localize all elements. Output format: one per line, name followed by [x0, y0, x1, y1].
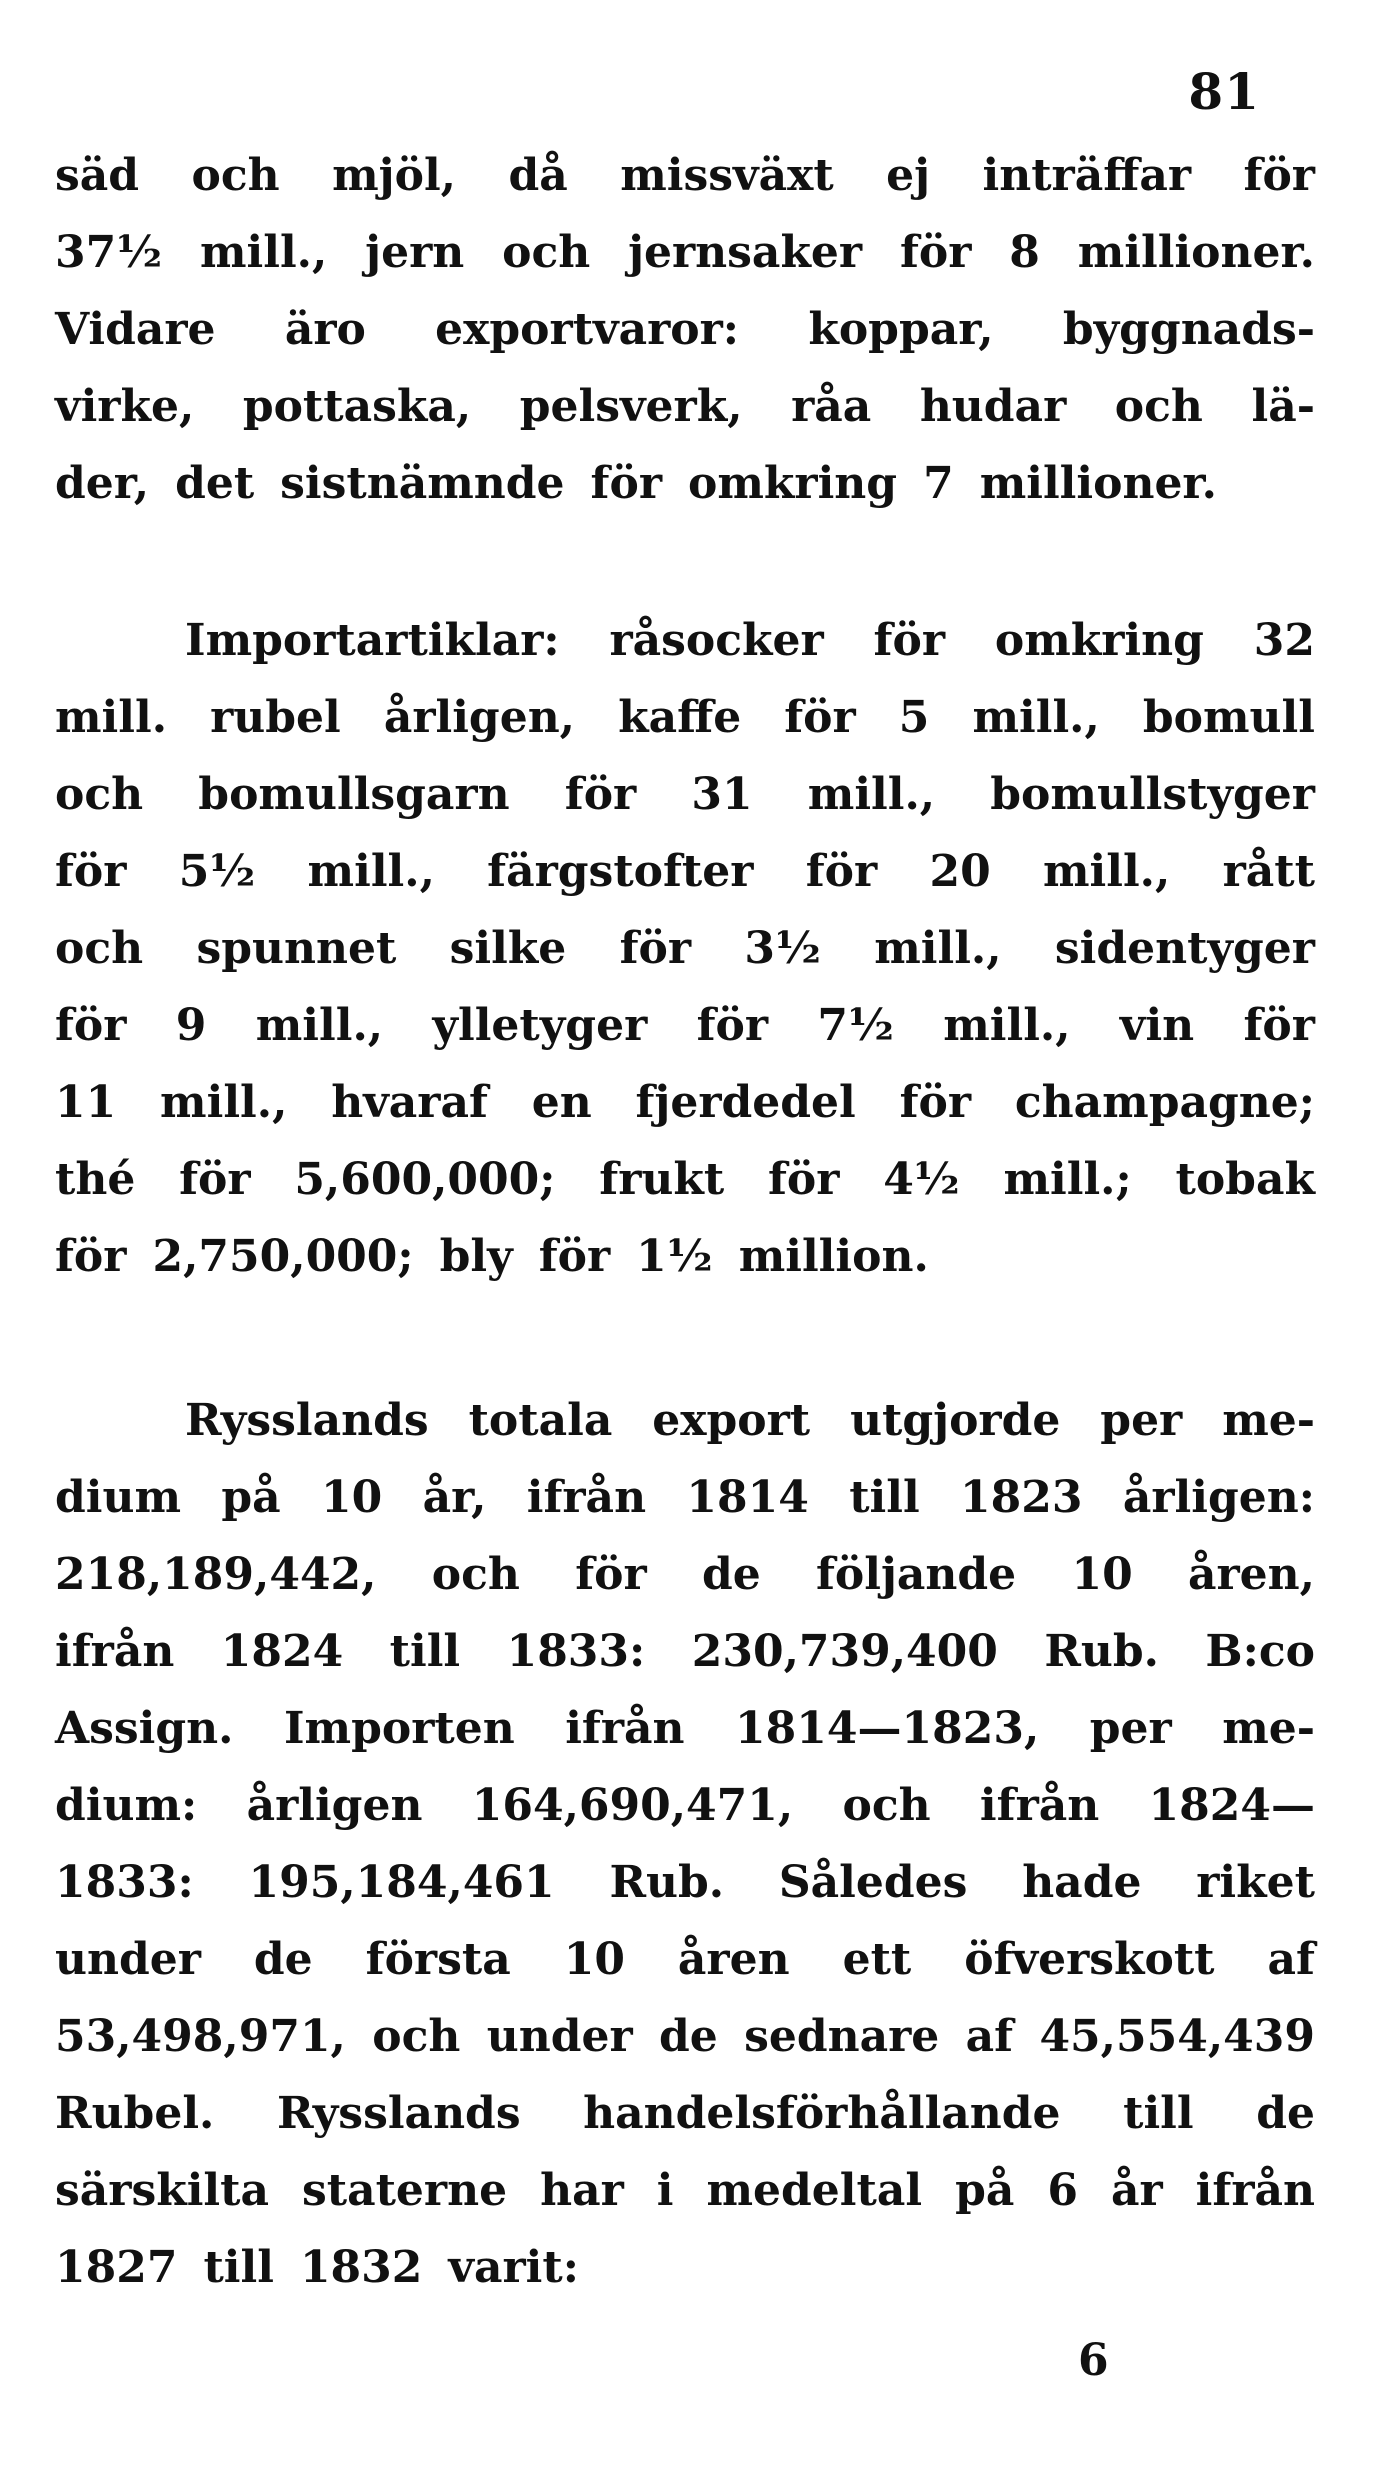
word: 10 [1071, 1549, 1133, 1600]
word: jernsaker [628, 227, 863, 278]
word: 1823 [960, 1472, 1083, 1523]
word: ylletyger [432, 1000, 648, 1051]
word: följande [816, 1549, 1017, 1600]
word: 10 [563, 1934, 625, 1985]
text-line [55, 1626, 1315, 1703]
word: för [873, 615, 946, 666]
word: för [619, 923, 692, 974]
word: ifrån [565, 1703, 685, 1754]
word: mjöl, [332, 150, 456, 201]
word: missväxt [620, 150, 834, 201]
word: årligen [246, 1780, 423, 1831]
word: per [1089, 1703, 1172, 1754]
word: för [575, 1549, 647, 1600]
word: för [784, 692, 856, 743]
word: Importartiklar: [185, 615, 560, 666]
word: exportvaror: [435, 304, 740, 355]
word: frukt [599, 1154, 725, 1205]
word: 1814—1823, [735, 1703, 1040, 1754]
word: 1½ [636, 1231, 713, 1282]
word: särskilta [55, 2165, 269, 2216]
word: Importen [283, 1703, 515, 1754]
word: Således [778, 1857, 968, 1908]
paragraph-exports [55, 150, 1315, 535]
text-line [55, 304, 1315, 381]
word: riket [1196, 1857, 1315, 1908]
word: och [55, 923, 144, 974]
word: öfverskott [964, 1934, 1215, 1985]
word: Rysslands [185, 1395, 429, 1446]
text-line [55, 1077, 1315, 1154]
word: dium: [55, 1780, 198, 1831]
word: Vidare [55, 304, 216, 355]
word: 1827 [55, 2242, 178, 2293]
text-line [55, 1154, 1315, 1231]
word: ifrån [979, 1780, 1100, 1831]
word: rubel [210, 692, 341, 743]
word: 2,750,000; [152, 1231, 414, 1282]
word: i [656, 2165, 674, 2216]
word: för [179, 1154, 251, 1205]
word: råa [791, 381, 872, 432]
word: för [590, 458, 663, 509]
word: hvaraf [331, 1077, 488, 1128]
word: 6 [1047, 2165, 1078, 2216]
word: mill.; [1003, 1154, 1132, 1205]
word: år, [422, 1472, 487, 1523]
word: bomullsgarn [198, 769, 510, 820]
word: till [203, 2242, 274, 2293]
word: mill., [874, 923, 1002, 974]
word: de [658, 2011, 718, 2062]
word: mill., [807, 769, 936, 820]
word: jern [365, 227, 465, 278]
text-line [55, 1549, 1315, 1626]
word: 164,690,471, [471, 1780, 794, 1831]
text-line [55, 1395, 1315, 1472]
word: 3½ [744, 923, 821, 974]
word: för [696, 1000, 769, 1051]
text-line [55, 923, 1315, 1000]
word: champagne; [1014, 1077, 1315, 1128]
word: åren [677, 1934, 790, 1985]
paragraph-imports [55, 615, 1315, 1308]
text-line [55, 458, 1315, 535]
word: medeltal [706, 2165, 923, 2216]
word: och [842, 1780, 931, 1831]
word: mill., [307, 846, 435, 897]
word: ej [886, 150, 931, 201]
word: lä- [1251, 381, 1315, 432]
word: handelsförhållande [583, 2088, 1061, 2139]
word: de [253, 1934, 313, 1985]
word: och [191, 150, 280, 201]
word: export [652, 1395, 811, 1446]
word: äro [284, 304, 366, 355]
word: för [899, 227, 972, 278]
word: mill., [160, 1077, 288, 1128]
word: årligen, [383, 692, 576, 743]
word: 5½ [178, 846, 256, 897]
word: millioner. [1077, 227, 1315, 278]
word: pelsverk, [519, 381, 743, 432]
word: för [767, 1154, 840, 1205]
word: mill. [55, 692, 168, 743]
word: sednare [744, 2011, 940, 2062]
word: sistnämnde [280, 458, 565, 509]
word: 4½ [883, 1154, 960, 1205]
word: 11 [55, 1077, 117, 1128]
word: 7 [923, 458, 954, 509]
word: år [1110, 2165, 1163, 2216]
word: bly [439, 1231, 513, 1282]
word: första [365, 1934, 511, 1985]
text-line [55, 381, 1315, 458]
word: på [221, 1472, 281, 1523]
word: ifrån [526, 1472, 647, 1523]
word: hudar [919, 381, 1067, 432]
word: thé [55, 1154, 136, 1205]
word: för [538, 1231, 611, 1282]
word: 5,600,000; [294, 1154, 556, 1205]
text-line [55, 227, 1315, 304]
text-line [55, 1000, 1315, 1077]
word: mill., [1042, 846, 1171, 897]
word: bomullstyger [990, 769, 1315, 820]
word: Rub. [609, 1857, 725, 1908]
word: 37½ [55, 227, 163, 278]
word: 5 [898, 692, 930, 743]
word: 8 [1009, 227, 1040, 278]
word: råsocker [609, 615, 824, 666]
word: Rub. [1044, 1626, 1159, 1677]
word: fjerdedel [635, 1077, 856, 1128]
text-line [55, 1703, 1315, 1780]
word: per [1100, 1395, 1183, 1446]
word: och [55, 769, 144, 820]
word: 7½ [817, 1000, 894, 1051]
word: säd [55, 150, 140, 201]
word: pottaska, [242, 381, 472, 432]
word: och [372, 2011, 461, 2062]
word: på [955, 2165, 1015, 2216]
word: och [502, 227, 591, 278]
word: bomull [1142, 692, 1315, 743]
word: för [55, 1231, 127, 1282]
word: omkring [688, 458, 898, 509]
word: 1824— [1148, 1780, 1315, 1831]
word: ifrån [1195, 2165, 1315, 2216]
word: 1814 [686, 1472, 809, 1523]
text-line [55, 1780, 1315, 1857]
word: virke, [55, 381, 195, 432]
word: dium [55, 1472, 182, 1523]
word: mill., [199, 227, 328, 278]
word: der, [55, 458, 150, 509]
text-line [55, 769, 1315, 846]
word: då [508, 150, 568, 201]
word: till [389, 1626, 461, 1677]
text-line [55, 1934, 1315, 2011]
word: till [849, 1472, 920, 1523]
word: rått [1222, 846, 1315, 897]
word: 1833: [506, 1626, 646, 1677]
text-line [55, 1857, 1315, 1934]
word: utgjorde [850, 1395, 1061, 1446]
text-line [55, 2011, 1315, 2088]
word: de [1256, 2088, 1315, 2139]
word: Rysslands [276, 2088, 521, 2139]
word: för [55, 846, 127, 897]
word: varit: [448, 2242, 579, 2293]
text-line [55, 150, 1315, 227]
word: och [431, 1549, 520, 1600]
word: silke [449, 923, 567, 974]
word: af [965, 2011, 1014, 2062]
word: färgstofter [487, 846, 754, 897]
word: me- [1222, 1703, 1315, 1754]
word: för [899, 1077, 972, 1128]
word: 20 [929, 846, 991, 897]
word: för [55, 1000, 127, 1051]
word: under [55, 1934, 201, 1985]
word: 53,498,971, [55, 2011, 346, 2062]
word: 230,739,400 [691, 1626, 998, 1677]
word: åren, [1187, 1549, 1315, 1600]
word: 31 [691, 769, 753, 820]
word: million. [738, 1231, 929, 1282]
word: för [1243, 1000, 1315, 1051]
word: har [540, 2165, 624, 2216]
text-line [55, 692, 1315, 769]
text-line [55, 615, 1315, 692]
word: sidentyger [1054, 923, 1315, 974]
word: 1833: [55, 1857, 194, 1908]
word: och [1114, 381, 1203, 432]
word: för [1243, 150, 1315, 201]
word: Assign. [55, 1703, 234, 1754]
text-line [55, 846, 1315, 923]
word: 1824 [220, 1626, 344, 1677]
word: hade [1022, 1857, 1142, 1908]
text-line [55, 2165, 1315, 2242]
word: mill., [943, 1000, 1071, 1051]
word: B:co [1205, 1626, 1315, 1677]
word: det [175, 458, 255, 509]
word: mill., [972, 692, 1100, 743]
word: 9 [175, 1000, 207, 1051]
word: mill., [255, 1000, 384, 1051]
word: staterne [301, 2165, 508, 2216]
word: af [1267, 1934, 1315, 1985]
page-number: 81 [1188, 62, 1260, 121]
text-line [55, 2242, 1315, 2319]
word: ifrån [55, 1626, 175, 1677]
word: till [1123, 2088, 1194, 2139]
word: spunnet [196, 923, 397, 974]
word: 45,554,439 [1039, 2011, 1315, 2062]
word: inträffar [982, 150, 1192, 201]
paragraph-trade-totals [55, 1395, 1315, 2319]
word: 218,189,442, [55, 1549, 377, 1600]
text-line [55, 1231, 1315, 1308]
word: totala [468, 1395, 613, 1446]
word: millioner. [979, 458, 1217, 509]
word: tobak [1175, 1154, 1315, 1205]
word: en [531, 1077, 592, 1128]
word: 195,184,461 [248, 1857, 555, 1908]
word: för [564, 769, 637, 820]
word: omkring [994, 615, 1204, 666]
word: 32 [1253, 615, 1315, 666]
word: vin [1119, 1000, 1195, 1051]
word: under [486, 2011, 633, 2062]
word: ett [842, 1934, 912, 1985]
text-line [55, 1472, 1315, 1549]
word: Rubel. [55, 2088, 215, 2139]
text-line [55, 2088, 1315, 2165]
word: årligen: [1122, 1472, 1315, 1523]
word: de [701, 1549, 761, 1600]
word: kaffe [618, 692, 742, 743]
word: 1832 [299, 2242, 423, 2293]
signature-mark: 6 [1078, 2335, 1109, 2386]
word: me- [1222, 1395, 1315, 1446]
word: för [805, 846, 878, 897]
word: koppar, [808, 304, 994, 355]
word: byggnads- [1062, 304, 1315, 355]
word: 10 [321, 1472, 383, 1523]
